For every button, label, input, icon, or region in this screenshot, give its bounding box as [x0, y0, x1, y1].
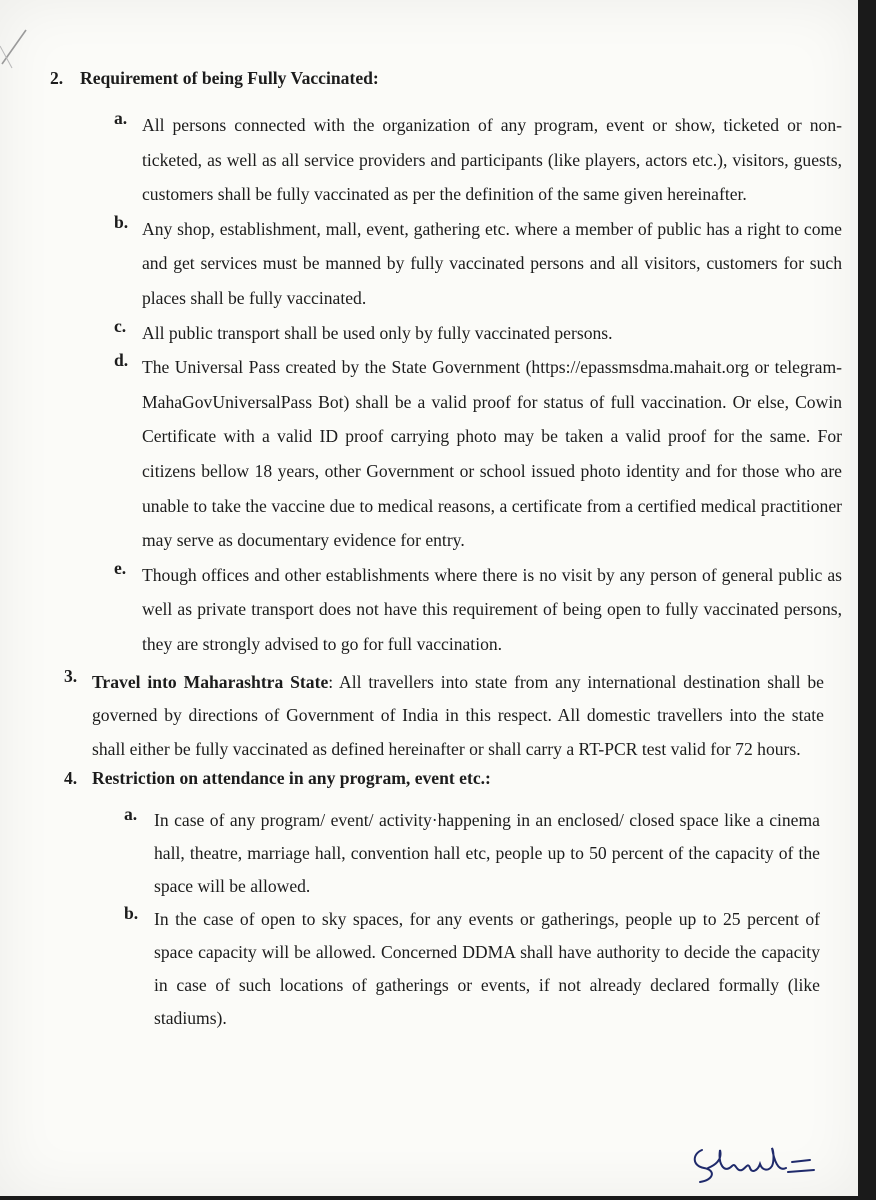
item-text: The Universal Pass created by the State Government (https://epassmsdma.mahait.org or telegram-MahaGovUniversalPass Bot) shall be a valid proof for status of full vaccination. Or else, Cowin Certificate with a valid ID proof carrying photo may be taken a valid proof for the same. For citizens bellow 18 years, other Government or school issued photo identity and for those who are unable to take the vaccine due to medical reasons, a certificate from a certified medical practitioner may serve as documentary evidence for entry. — [142, 357, 842, 551]
section-3 — [64, 666, 824, 767]
section-2-heading — [50, 68, 858, 108]
section-2-item-b — [114, 212, 842, 316]
section-2-item-a — [114, 108, 842, 212]
section-4-item-a — [124, 804, 820, 903]
item-letter: e. — [114, 557, 127, 578]
section-4-heading — [64, 768, 858, 804]
section-2-item-e — [114, 558, 842, 662]
section-title: Restriction on attendance in any program, event etc.: — [92, 768, 491, 788]
item-letter: b. — [114, 211, 129, 232]
item-letter: b. — [124, 903, 139, 923]
item-text: In the case of open to sky spaces, for any events or gatherings, people up to 25 percent of space capacity will be allowed. Concerned DDMA shall have authority to decide the capacity in case of such locations of gatherings or events, if not already declared formally (like stadiums). — [154, 909, 820, 1028]
section-4-item-b — [124, 903, 820, 1035]
item-letter: a. — [124, 804, 138, 824]
item-text: All persons connected with the organization of any program, event or show, ticketed or non-ticketed, as well as all service providers and participants (like players, actors etc.), visitors, guests, customers shall be fully vaccinated as per the definition of the same given hereinafter. — [142, 115, 842, 205]
section-number: 3. — [64, 665, 78, 686]
item-letter: c. — [114, 315, 127, 336]
section-3-text — [92, 666, 824, 767]
section-body: : All travellers into state from any international destination shall be governed by directions of Government of India in this respect. All domestic travellers into the state shall either be fully vaccinated as defined hereinafter or shall carry a RT-PCR test valid for 72 hours. — [92, 671, 824, 759]
section-title: Requirement of being Fully Vaccinated: — [80, 68, 379, 88]
item-letter: a. — [114, 108, 128, 128]
document-body — [0, 68, 858, 1035]
section-number: 2. — [50, 68, 64, 88]
item-text: All public transport shall be used only by fully vaccinated persons. — [142, 322, 613, 343]
item-text: Any shop, establishment, mall, event, gathering etc. where a member of public has a right to come and get services must be manned by fully vaccinated persons and all visitors, customers for such places shall be fully vaccinated. — [142, 218, 842, 308]
section-title: Travel into Maharashtra State — [92, 671, 329, 692]
item-text: Though offices and other establishments where there is no visit by any person of general public as well as private transport does not have this requirement of being open to fully vaccinated persons, they are strongly advised to go for full vaccination. — [142, 564, 842, 654]
section-2-item-d — [114, 350, 842, 558]
item-letter: d. — [114, 350, 129, 371]
item-text: In case of any program/ event/ activity·happening in an enclosed/ closed space like a cinema hall, theatre, marriage hall, convention hall etc, people up to 50 percent of the capacity of the space will be allowed. — [154, 810, 820, 896]
section-number: 4. — [64, 768, 78, 788]
handwritten-signature — [688, 1140, 828, 1190]
section-2-item-c — [114, 316, 842, 351]
